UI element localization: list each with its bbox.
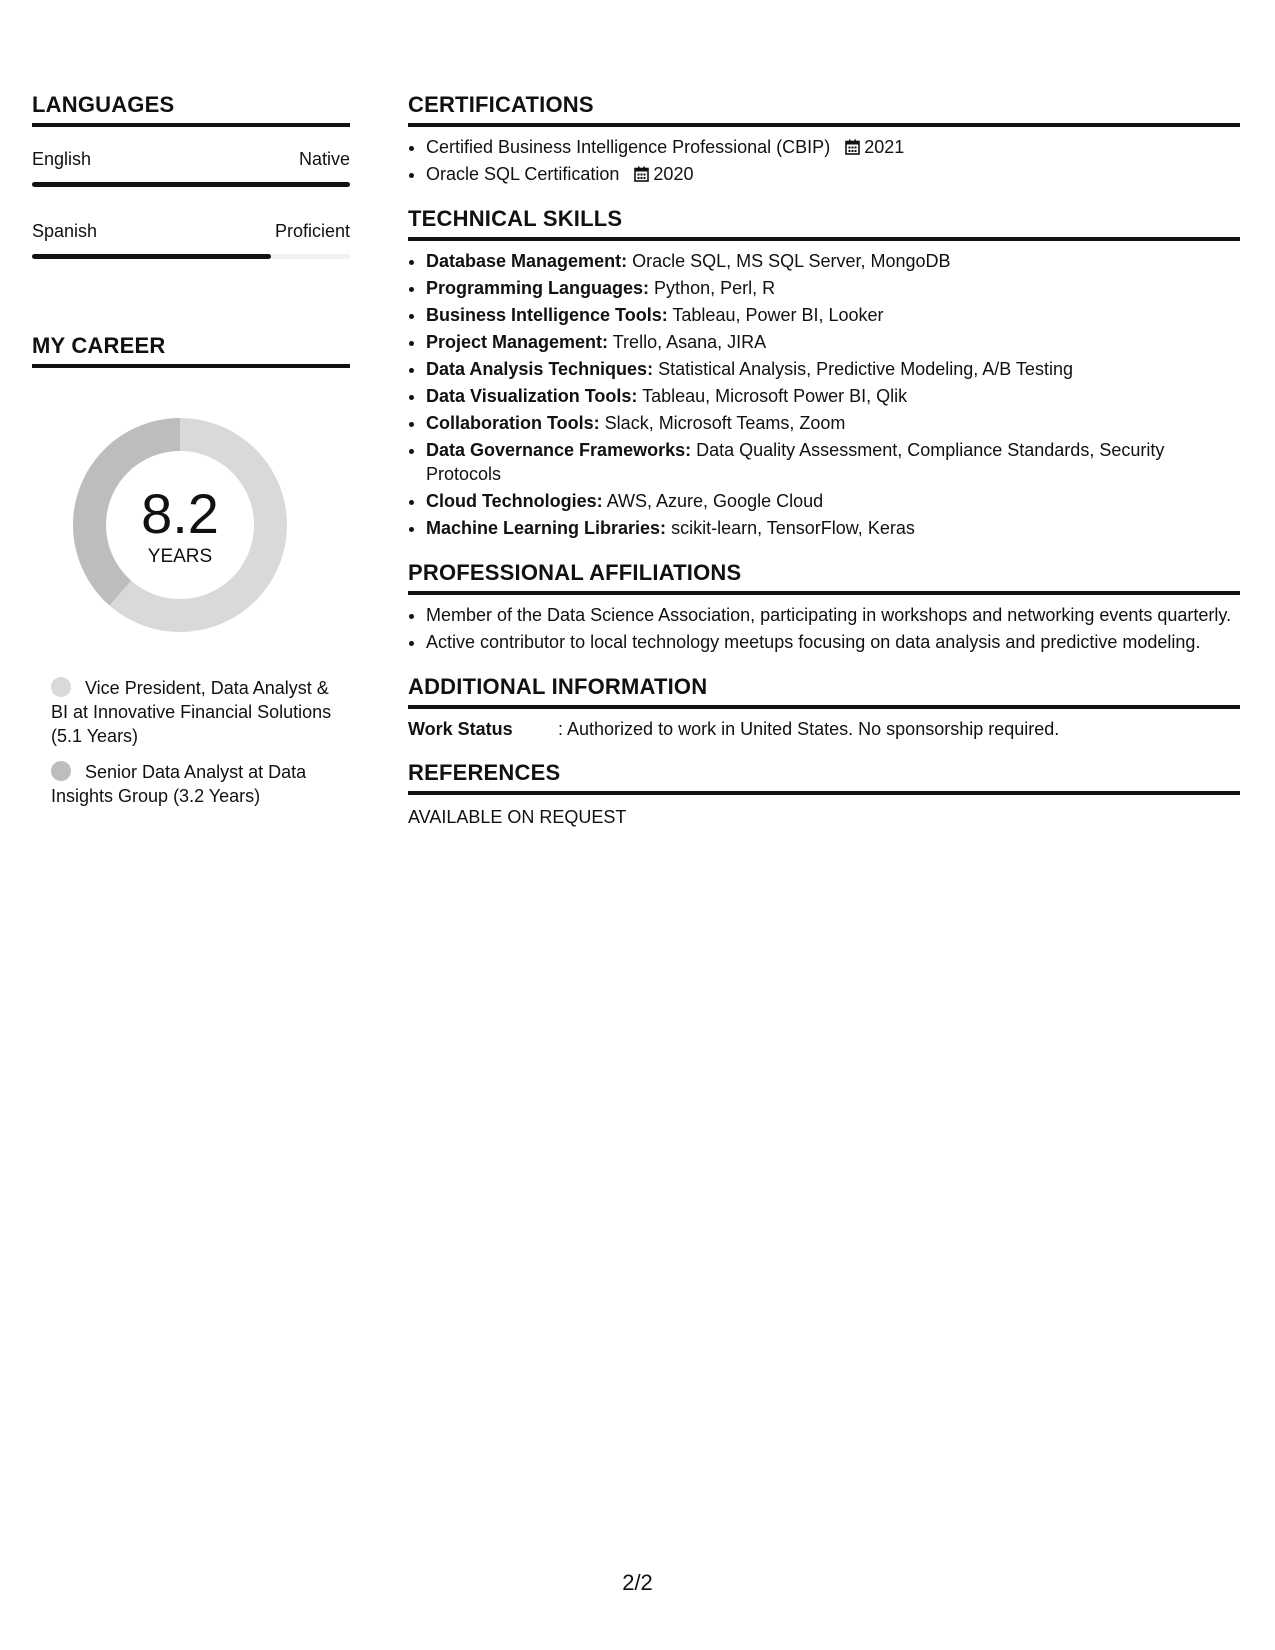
- work-status-value: : Authorized to work in United States. No sponsorship required.: [558, 719, 1060, 739]
- skill-value: Python, Perl, R: [654, 278, 776, 298]
- certifications-heading: CERTIFICATIONS: [408, 92, 1240, 127]
- career-list: [51, 676, 341, 808]
- skills-list: [408, 249, 1240, 540]
- career-legend-dot: [51, 761, 71, 781]
- career-legend-dot: [51, 677, 71, 697]
- skill-item: [426, 303, 1240, 327]
- skill-value: Trello, Asana, JIRA: [612, 332, 767, 352]
- affiliation-item: • Active contributor to local technology meetups focusing on data analysis and predictive modeling.: [426, 630, 1240, 654]
- career-item: [51, 760, 341, 808]
- certification-name: Oracle SQL Certification: [426, 164, 620, 184]
- career-total-years: 8.2: [141, 482, 219, 545]
- work-status-label: Work Status: [408, 719, 513, 739]
- calendar-icon: [634, 166, 649, 182]
- references-heading: REFERENCES: [408, 760, 1240, 795]
- skill-item: [426, 249, 1240, 273]
- skill-value: AWS, Azure, Google Cloud: [606, 491, 824, 511]
- career-total-unit: YEARS: [147, 546, 213, 567]
- language-item: [32, 149, 350, 187]
- language-proficiency-bar: [32, 182, 350, 187]
- languages-heading: LANGUAGES: [32, 92, 350, 127]
- affiliation-item: • Member of the Data Science Association, participating in workshops and networking events quarterly.: [426, 603, 1240, 627]
- skill-label: Data Visualization Tools:: [426, 386, 638, 406]
- certification-year: 2020: [653, 164, 694, 184]
- skills-section: [408, 206, 1240, 540]
- certification-item: [426, 135, 1240, 159]
- skill-item: [426, 489, 1240, 513]
- skill-value: Data Quality Assessment, Compliance Standards, Security Protocols: [426, 440, 1165, 484]
- references-section: [408, 760, 1240, 828]
- calendar-icon: [845, 139, 860, 155]
- skills-heading: TECHNICAL SKILLS: [408, 206, 1240, 241]
- right-column: [408, 92, 1240, 828]
- skill-label: Data Analysis Techniques:: [426, 359, 654, 379]
- career-item: [51, 676, 341, 748]
- certification-item: [426, 162, 1240, 186]
- skill-item: [426, 330, 1240, 354]
- skill-item: [426, 384, 1240, 408]
- additional-info-heading: ADDITIONAL INFORMATION: [408, 674, 1240, 709]
- skill-value: Statistical Analysis, Predictive Modeling, A/B Testing: [658, 359, 1073, 379]
- skill-label: Machine Learning Libraries:: [426, 518, 667, 538]
- affiliations-section: [408, 560, 1240, 654]
- skill-label: Programming Languages:: [426, 278, 650, 298]
- additional-info-section: [408, 674, 1240, 740]
- skill-value: Oracle SQL, MS SQL Server, MongoDB: [632, 251, 951, 271]
- affiliations-list: [408, 603, 1240, 654]
- skill-item: [426, 276, 1240, 300]
- career-item-text: Vice President, Data Analyst & BI at Innovative Financial Solutions (5.1 Years): [51, 678, 332, 746]
- skill-value: scikit-learn, TensorFlow, Keras: [671, 518, 915, 538]
- skill-item: [426, 411, 1240, 435]
- skill-label: Collaboration Tools:: [426, 413, 600, 433]
- career-donut-chart: [65, 410, 295, 640]
- certification-name: Certified Business Intelligence Professional (CBIP): [426, 137, 831, 157]
- language-proficiency-bar: [32, 254, 350, 259]
- skill-label: Cloud Technologies:: [426, 491, 603, 511]
- language-proficiency-fill: [32, 182, 350, 187]
- language-level: Proficient: [274, 221, 350, 241]
- career-item-text: Senior Data Analyst at Data Insights Group (3.2 Years): [51, 762, 307, 806]
- affiliations-heading: PROFESSIONAL AFFILIATIONS: [408, 560, 1240, 595]
- language-name: English: [32, 149, 92, 169]
- skill-value: Tableau, Microsoft Power BI, Qlik: [642, 386, 908, 406]
- skill-item: [426, 516, 1240, 540]
- skill-item: [426, 357, 1240, 381]
- certifications-list: [408, 135, 1240, 186]
- certification-year: 2021: [864, 137, 905, 157]
- language-level: Native: [298, 149, 350, 169]
- left-column: [32, 92, 350, 820]
- work-status-row: [408, 719, 1240, 740]
- skill-label: Business Intelligence Tools:: [426, 305, 668, 325]
- page-number: 2/2: [622, 1570, 653, 1595]
- skill-item: [426, 438, 1240, 486]
- skill-value: Slack, Microsoft Teams, Zoom: [604, 413, 846, 433]
- skill-label: Data Governance Frameworks:: [426, 440, 692, 460]
- references-text: AVAILABLE ON REQUEST: [408, 807, 627, 827]
- language-proficiency-fill: [32, 254, 271, 259]
- skill-value: Tableau, Power BI, Looker: [672, 305, 884, 325]
- skill-label: Project Management:: [426, 332, 609, 352]
- skill-label: Database Management:: [426, 251, 628, 271]
- language-name: Spanish: [32, 221, 98, 241]
- language-item: [32, 221, 350, 259]
- career-heading: MY CAREER: [32, 333, 350, 368]
